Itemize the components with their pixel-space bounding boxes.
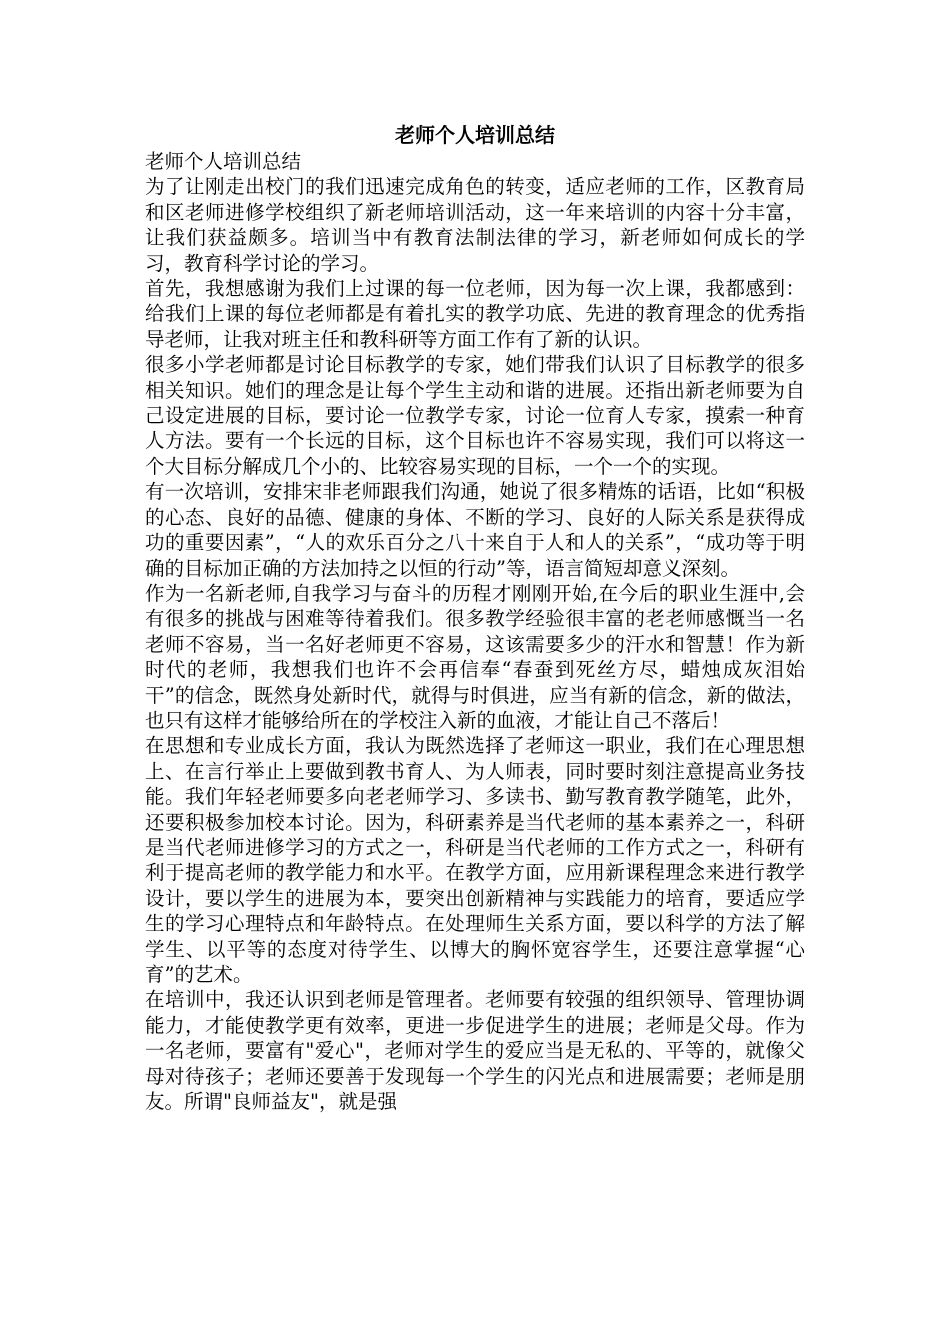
paragraph: 在思想和专业成长方面，我认为既然选择了老师这一职业，我们在心理思想上、在言行举止上要做到教书育人、为人师表，同时要时刻注意提高业务技能。我们年轻老师要多向老老师学习、多读书、勤写教育教学随笔，此外，还要积极参加校本讨论。因为，科研素养是当代老师的基本素养之一，科研是当代老师进修学习的方式之一，科研是当代老师的工作方式之一，科研有利于提高老师的教学能力和水平。在教学方面，应用新课程理念来进行教学设计，要以学生的进展为本，要突出创新精神与实践能力的培育，要适应学生的学习心理特点和年龄特点。在处理师生关系方面，要以科学的方法了解学生、以平等的态度对待学生、以博大的胸怀宽容学生，还要注意掌握“心育”的艺术。 bbox=[145, 734, 805, 986]
paragraph: 在培训中，我还认识到老师是管理者。老师要有较强的组织领导、管理协调能力，才能使教学更有效率，更进一步促进学生的进展；老师是父母。作为一名老师，要富有"爱心"，老师对学生的爱应当是无私的、平等的，就像父母对待孩子；老师还要善于发现每一个学生的闪光点和进展需要；老师是朋友。所谓"良师益友"，就是强 bbox=[145, 988, 805, 1114]
document-body bbox=[145, 149, 805, 1114]
paragraph: 有一次培训，安排宋非老师跟我们沟通，她说了很多精炼的话语，比如“积极的心态、良好的品德、健康的身体、不断的学习、良好的人际关系是获得成功的重要因素”，“人的欢乐百分之八十来自于人和人的关系”，“成功等于明确的目标加正确的方法加持之以恒的行动”等，语言简短却意义深刻。 bbox=[145, 480, 805, 580]
document-page bbox=[145, 121, 805, 1114]
paragraph: 首先，我想感谢为我们上过课的每一位老师，因为每一次上课，我都感到：给我们上课的每位老师都是有着扎实的教学功底、先进的教育理念的优秀指导老师，让我对班主任和教科研等方面工作有了新的认识。 bbox=[145, 277, 805, 351]
document-title: 老师个人培训总结 bbox=[395, 123, 555, 147]
paragraph: 作为一名新老师,自我学习与奋斗的历程才刚刚开始,在今后的职业生涯中,会有很多的挑战与困难等待着我们。很多教学经验很丰富的老老师感慨当一名老师不容易，当一名好老师更不容易，这该需要多少的汗水和智慧！作为新时代的老师，我想我们也许不会再信奉“春蚕到死丝方尽，蜡烛成灰泪始干”的信念，既然身处新时代，就得与时俱进，应当有新的信念，新的做法，也只有这样才能够给所在的学校注入新的血液，才能让自己不落后！ bbox=[145, 581, 805, 732]
paragraph: 很多小学老师都是讨论目标教学的专家，她们带我们认识了目标教学的很多相关知识。她们的理念是让每个学生主动和谐的进展。还指出新老师要为自己设定进展的目标，要讨论一位教学专家，讨论一位育人专家，摸索一种育人方法。要有一个长远的目标，这个目标也许不容易实现，我们可以将这一个大目标分解成几个小的、比较容易实现的目标，一个一个的实现。 bbox=[145, 353, 805, 478]
paragraph: 老师个人培训总结 bbox=[145, 150, 302, 173]
paragraph: 为了让刚走出校门的我们迅速完成角色的转变，适应老师的工作，区教育局和区老师进修学校组织了新老师培训活动，这一年来培训的内容十分丰富，让我们获益颇多。培训当中有教育法制法律的学习，新老师如何成长的学习，教育科学讨论的学习。 bbox=[145, 175, 805, 275]
